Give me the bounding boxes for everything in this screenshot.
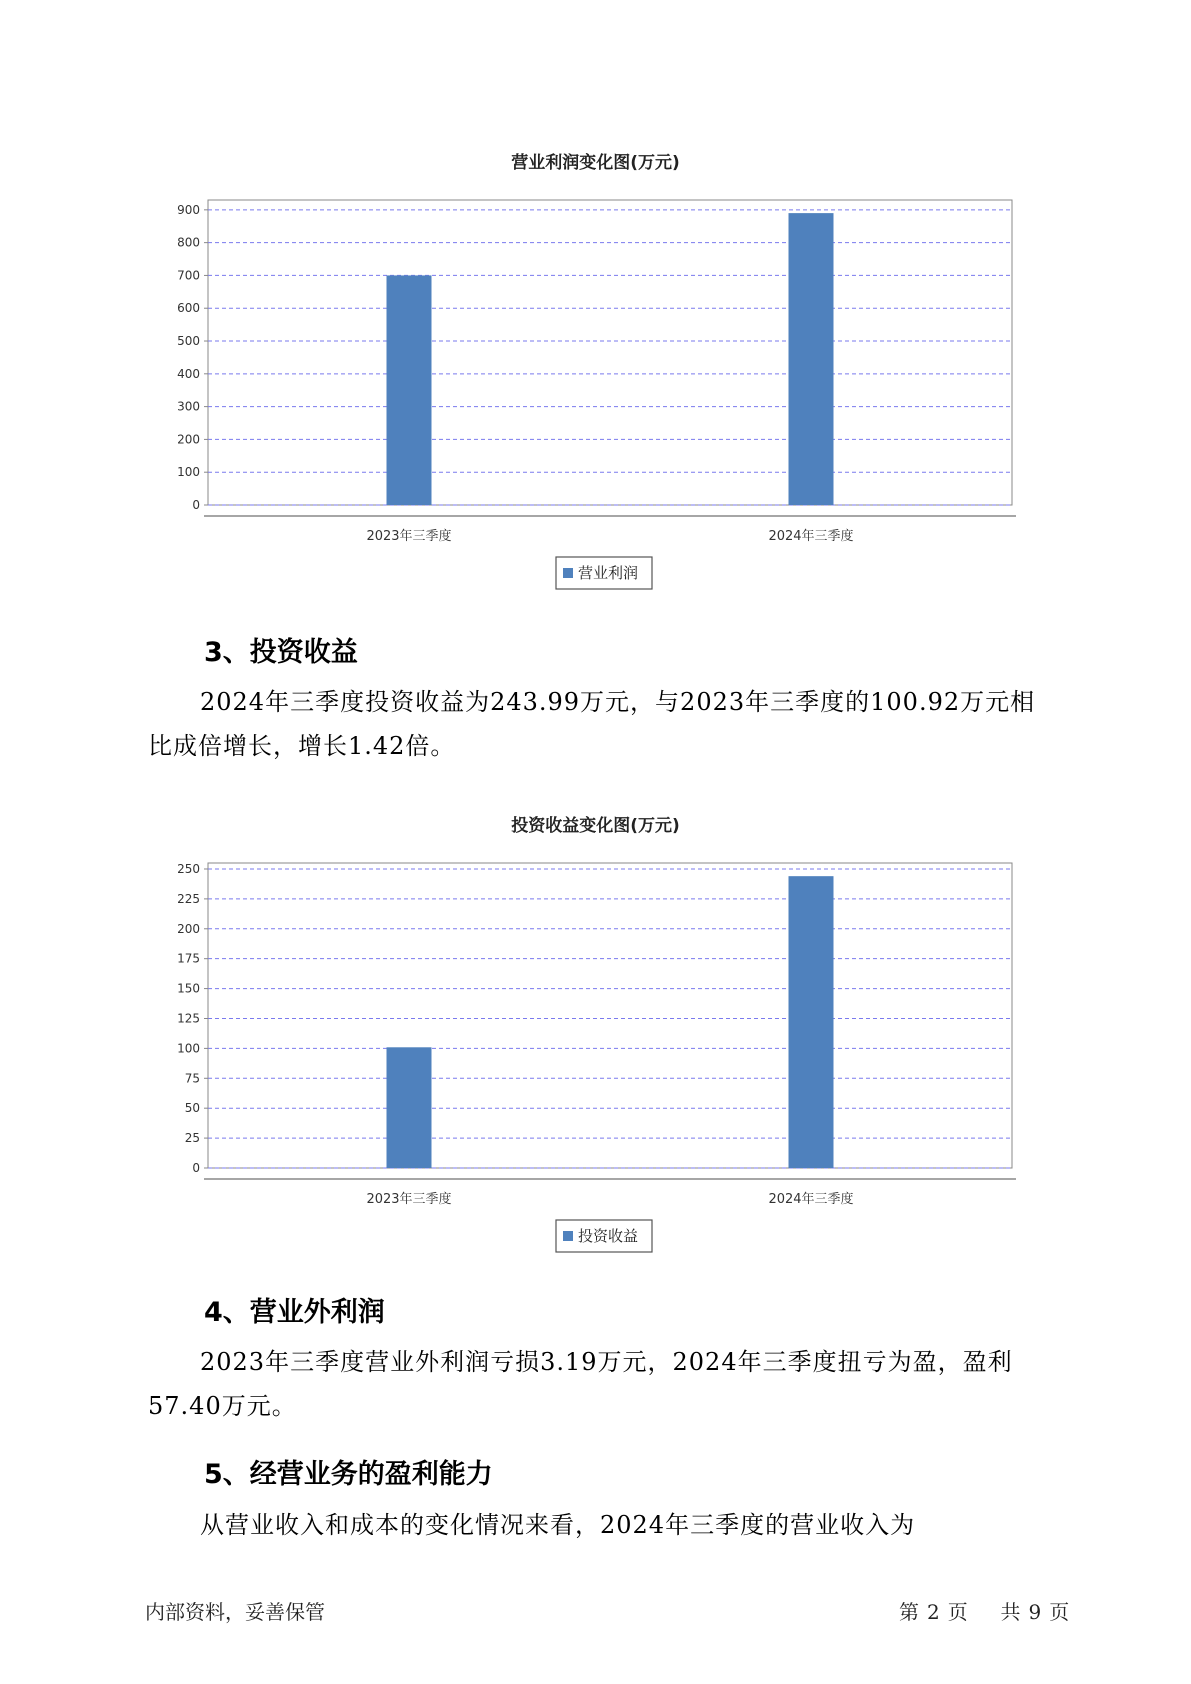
page-number: 2 <box>927 1600 940 1624</box>
footer-confidential-note: 内部资料，妥善保管 <box>145 1600 325 1624</box>
section-heading-profitability: 5、经营业务的盈利能力 <box>204 1459 493 1490</box>
bar <box>789 213 834 505</box>
y-tick-label: 400 <box>177 366 200 381</box>
page-unit: 页 <box>947 1600 968 1624</box>
y-tick-label: 100 <box>177 465 200 480</box>
footer-page-indicator <box>895 1596 1073 1625</box>
investment-income-chart <box>0 833 1191 1253</box>
chart-title-operating-profit: 营业利润变化图(万元) <box>511 153 680 173</box>
y-tick-label: 225 <box>177 891 200 906</box>
total-pages: 9 <box>1028 1600 1042 1624</box>
y-tick-label: 0 <box>192 498 200 512</box>
operating-profit-chart <box>0 170 1191 590</box>
y-tick-label: 175 <box>177 951 200 966</box>
paragraph-investment-income: 2024年三季度投资收益为243.99万元，与2023年三季度的100.92万元相比成倍增长，增长1.42倍。 <box>148 688 1036 760</box>
section-heading-investment-income: 3、投资收益 <box>204 637 358 668</box>
y-tick-label: 700 <box>177 268 200 283</box>
x-tick-label: 2024年三季度 <box>768 529 854 544</box>
plot-frame <box>208 200 1012 505</box>
legend-label: 投资收益 <box>578 1227 639 1245</box>
y-tick-label: 300 <box>177 399 200 414</box>
y-tick-label: 0 <box>192 1161 200 1175</box>
y-tick-label: 125 <box>177 1011 200 1026</box>
y-tick-label: 50 <box>184 1101 200 1116</box>
paragraph-profitability: 从营业收入和成本的变化情况来看，2024年三季度的营业收入为 <box>200 1511 916 1539</box>
y-tick-label: 75 <box>184 1071 200 1086</box>
plot-frame <box>208 863 1012 1168</box>
x-tick-label: 2023年三季度 <box>366 529 452 544</box>
y-tick-label: 200 <box>177 921 200 936</box>
total-prefix: 共 <box>1000 1600 1021 1624</box>
legend-swatch <box>563 568 573 578</box>
x-tick-label: 2023年三季度 <box>366 1192 452 1207</box>
y-tick-label: 100 <box>177 1041 200 1056</box>
bar <box>387 275 432 505</box>
legend-swatch <box>563 1231 573 1241</box>
chart-title-investment-income: 投资收益变化图(万元) <box>511 816 680 836</box>
legend-label: 营业利润 <box>578 564 639 582</box>
y-tick-label: 900 <box>177 202 200 217</box>
y-tick-label: 500 <box>177 334 200 349</box>
x-tick-label: 2024年三季度 <box>768 1192 854 1207</box>
bar <box>789 876 834 1168</box>
y-tick-label: 150 <box>177 981 200 996</box>
page-prefix: 第 <box>899 1600 919 1624</box>
y-tick-label: 800 <box>177 235 200 250</box>
y-tick-label: 250 <box>177 861 200 876</box>
bar <box>387 1047 432 1168</box>
paragraph-non-operating-profit: 2023年三季度营业外利润亏损3.19万元，2024年三季度扭亏为盈，盈利57.40万元。 <box>148 1348 1013 1420</box>
section-heading-non-operating-profit: 4、营业外利润 <box>204 1297 385 1328</box>
y-tick-label: 200 <box>177 432 200 447</box>
y-tick-label: 25 <box>184 1131 200 1146</box>
y-tick-label: 600 <box>177 301 200 316</box>
total-unit: 页 <box>1049 1600 1070 1624</box>
